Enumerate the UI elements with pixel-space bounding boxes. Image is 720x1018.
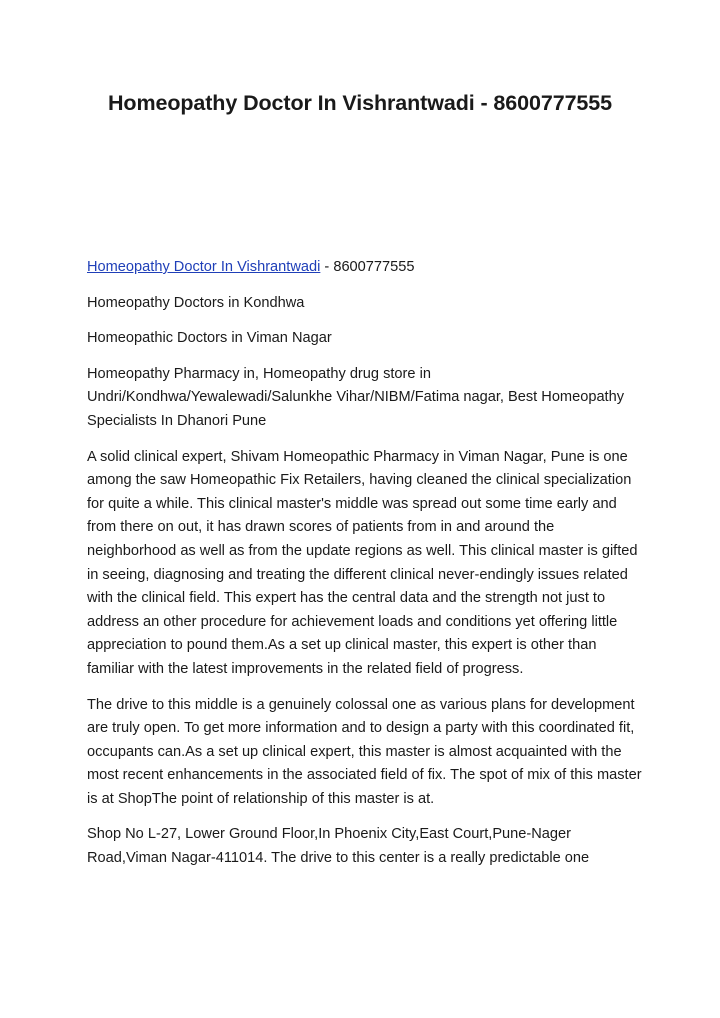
- lead-paragraph: [87, 256, 647, 280]
- homeopathy-doctor-link[interactable]: Homeopathy Doctor In Vishrantwadi: [87, 259, 321, 275]
- document-body: [87, 256, 647, 883]
- paragraph-address: Shop No L-27, Lower Ground Floor,In Phoenix City,East Court,Pune-Nager Road,Viman Nagar-411014. The drive to this center is a really predictable one: [87, 826, 590, 867]
- paragraph-pharmacy: Homeopathy Pharmacy in, Homeopathy drug store in Undri/Kondhwa/Yewalewadi/Salunkhe Vihar/NIBM/Fatima nagar, Best Homeopathy Specialists In Dhanori Pune: [87, 365, 625, 429]
- lead-phone: - 8600777555: [320, 259, 415, 275]
- paragraph-viman-nagar: Homeopathic Doctors in Viman Nagar: [87, 330, 332, 347]
- paragraph-clinical-expert: A solid clinical expert, Shivam Homeopathic Pharmacy in Viman Nagar, Pune is one among the saw Homeopathic Fix Retailers, having cleaned the clinical specialization for quite a while. This clinical master's middle was spread out some time early and from there on out, it has drawn scores of patients from in and around the neighborhood as well as from the update regions as well. This clinical master is gifted in seeing, diagnosing and treating the different clinical never-endingly issues related with the clinical field. This expert has the central data and the strength not just to address an other procedure for achievement loads and conditions yet offering little appreciation to pound them.As a set up clinical master, this expert is other than familiar with the latest improvements in the related field of progress.: [87, 448, 638, 677]
- document-title: Homeopathy Doctor In Vishrantwadi - 8600777555: [107, 91, 612, 115]
- paragraph-kondhwa: Homeopathy Doctors in Kondhwa: [87, 294, 305, 311]
- paragraph-drive: The drive to this middle is a genuinely colossal one as various plans for development are truly open. To get more information and to design a party with this coordinated fit, occupants can.As a set up clinical expert, this master is almost acquainted with the most recent enhancements in the associated field of fix. The spot of mix of this master is at ShopThe point of relationship of this master is at.: [87, 696, 642, 807]
